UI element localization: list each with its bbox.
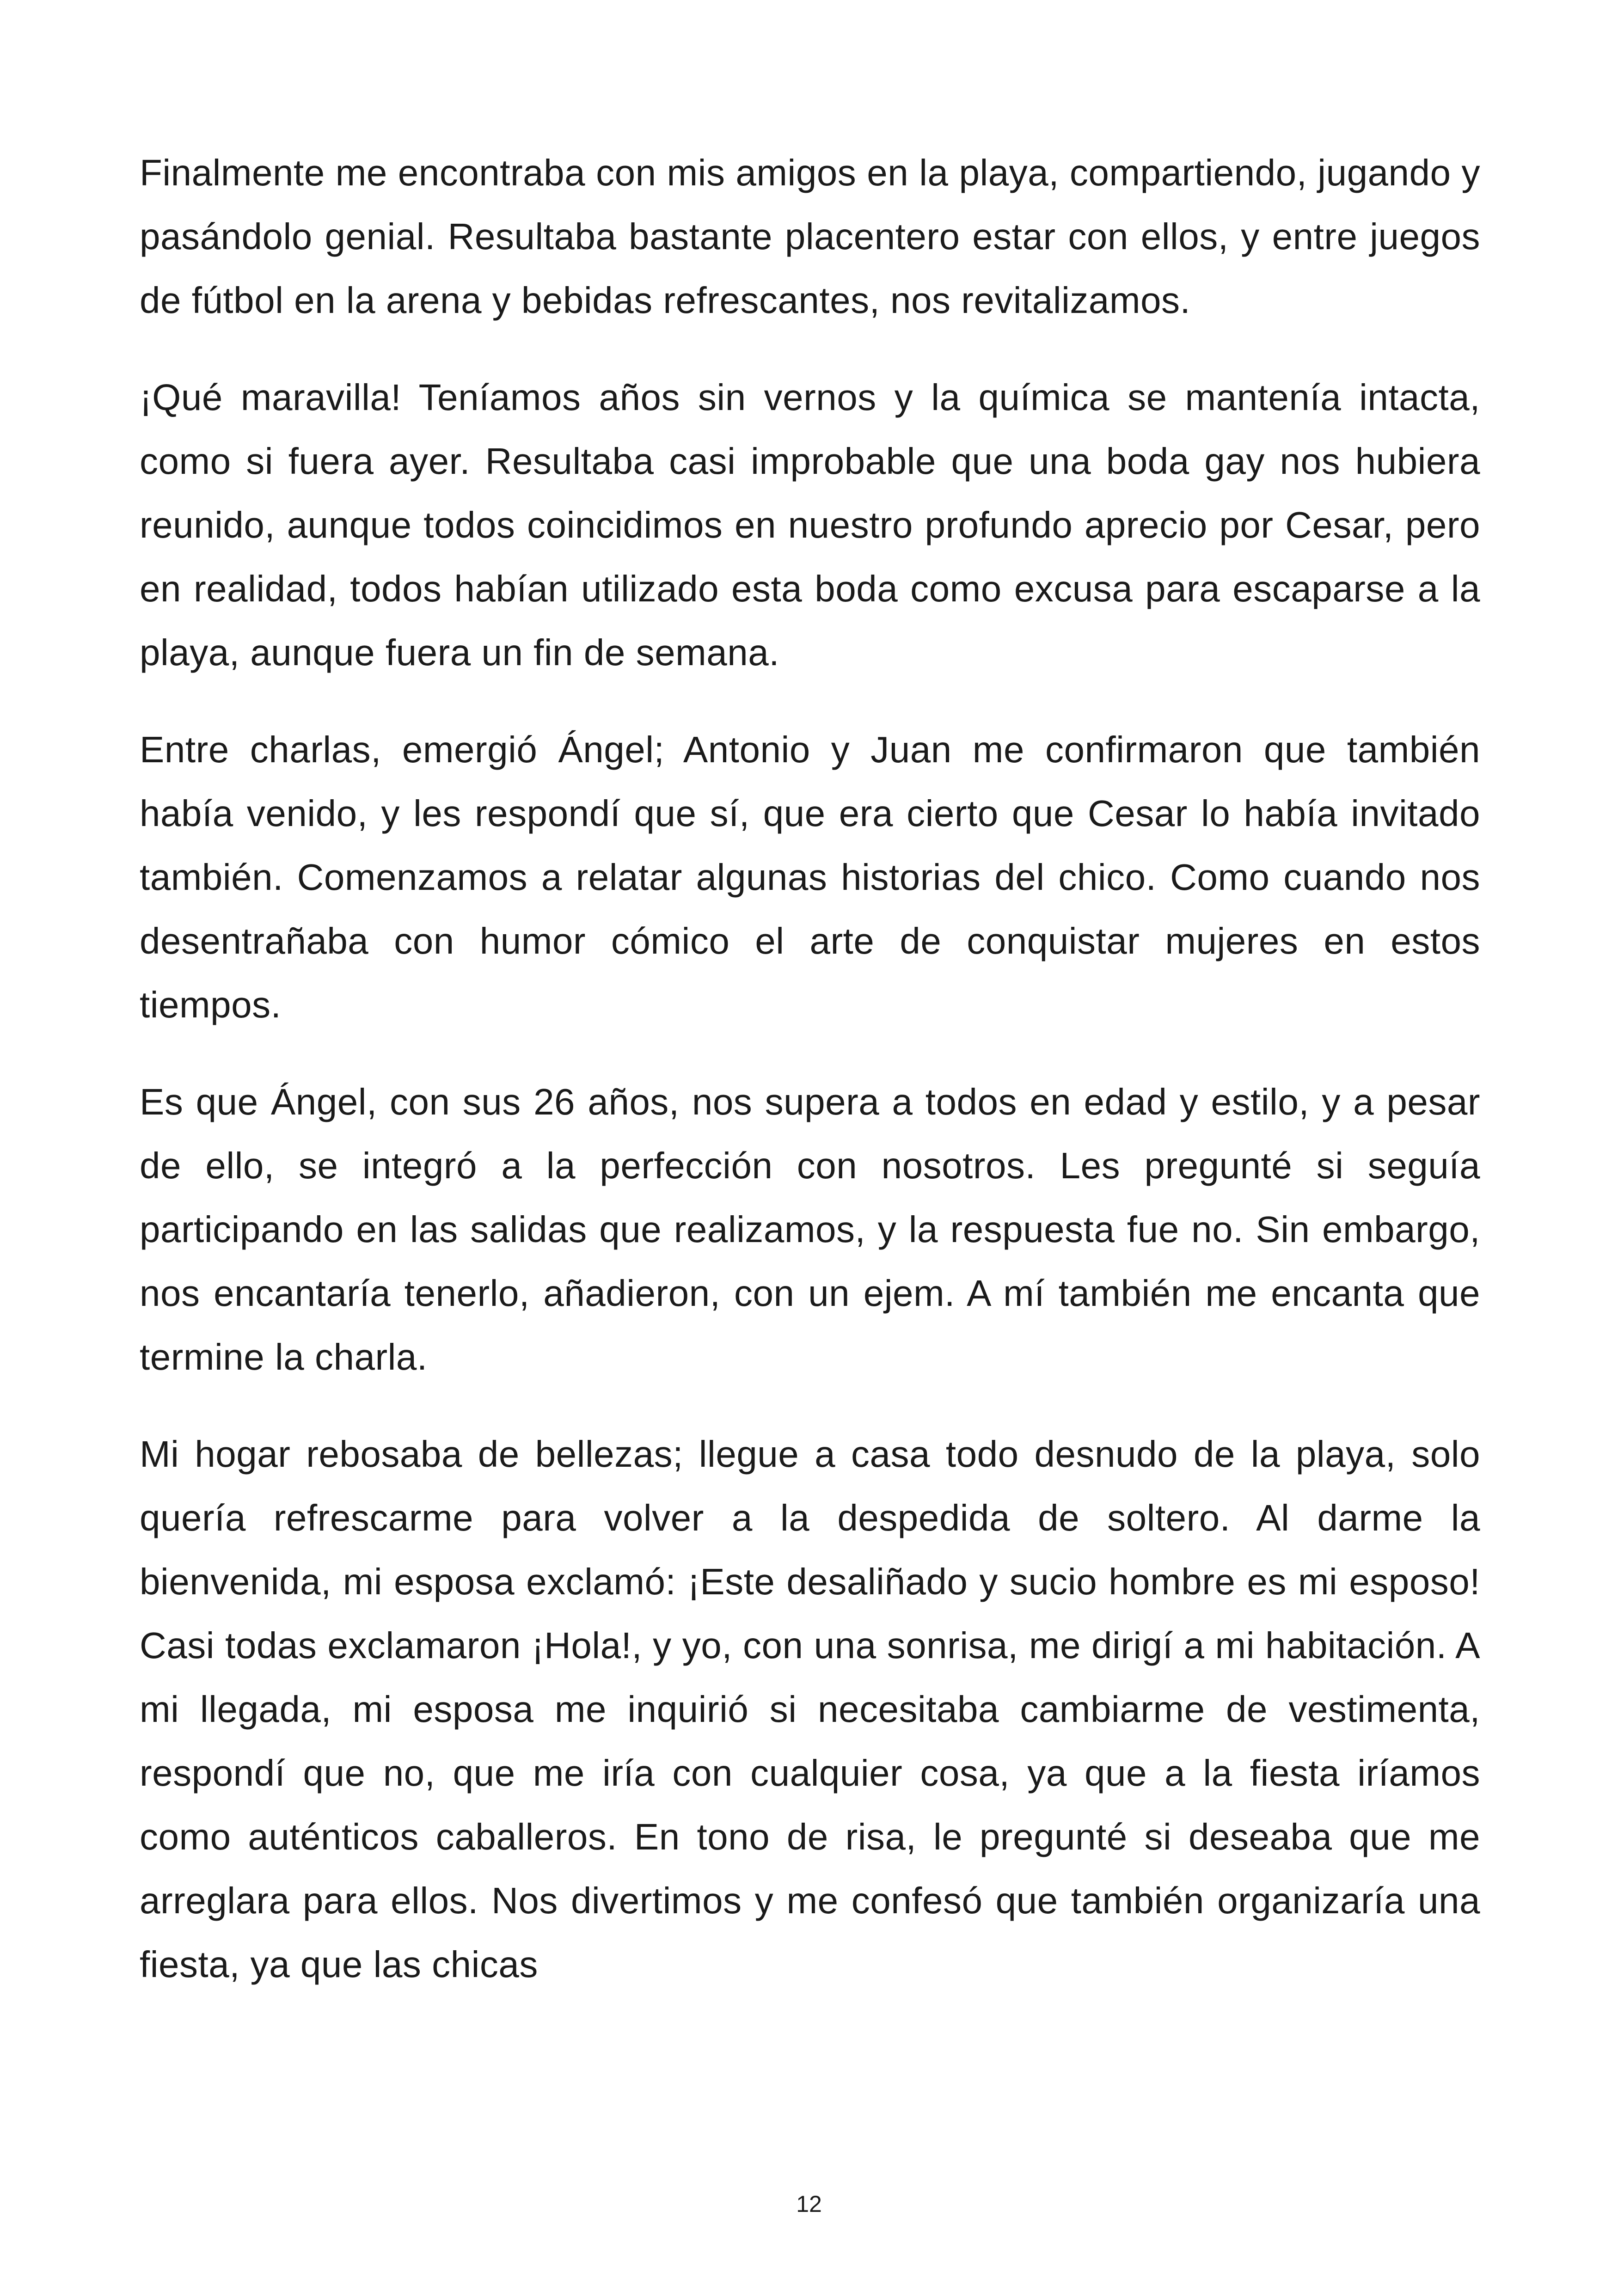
paragraph-3: Entre charlas, emergió Ángel; Antonio y Juan me confirmaron que también había venido, y les respondí que sí, que era cierto que Cesar lo había invitado también. Comenzamos a relatar algunas historias del chico. Como cuando nos desentrañaba con humor cómico el arte de conquistar mujeres en estos tiempos.: [140, 729, 1480, 1025]
paragraph-4: Es que Ángel, con sus 26 años, nos supera a todos en edad y estilo, y a pesar de ello, se integró a la perfección con nosotros. Les pregunté si seguía participando en las salidas que realizamos, y la respuesta fue no. Sin embargo, nos encantaría tenerlo, añadieron, con un ejem. A mí también me encanta que termine la charla.: [140, 1081, 1480, 1378]
page-number: 12: [796, 2191, 822, 2217]
paragraph-1: Finalmente me encontraba con mis amigos en la playa, compartiendo, jugando y pasándolo genial. Resultaba bastante placentero estar con ellos, y entre juegos de fútbol en la arena y bebidas refrescantes, nos revitalizamos.: [140, 152, 1480, 321]
body-text: [140, 141, 1480, 2030]
paragraph-5: Mi hogar rebosaba de bellezas; llegue a casa todo desnudo de la playa, solo quería refrescarme para volver a la despedida de soltero. Al darme la bienvenida, mi esposa exclamó: ¡Este desaliñado y sucio hombre es mi esposo! Casi todas exclamaron ¡Hola!, y yo, con una sonrisa, me dirigí a mi habitación. A mi llegada, mi esposa me inquirió si necesitaba cambiarme de vestimenta, respondí que no, que me iría con cualquier cosa, ya que a la fiesta iríamos como auténticos caballeros. En tono de risa, le pregunté si deseaba que me arreglara para ellos. Nos divertimos y me confesó que también organizaría una fiesta, ya que las chicas: [140, 1433, 1480, 1985]
paragraph-2: ¡Qué maravilla! Teníamos años sin vernos y la química se mantenía intacta, como si fuera ayer. Resultaba casi improbable que una boda gay nos hubiera reunido, aunque todos coincidimos en nuestro profundo aprecio por Cesar, pero en realidad, todos habían utilizado esta boda como excusa para escaparse a la playa, aunque fuera un fin de semana.: [140, 377, 1480, 673]
